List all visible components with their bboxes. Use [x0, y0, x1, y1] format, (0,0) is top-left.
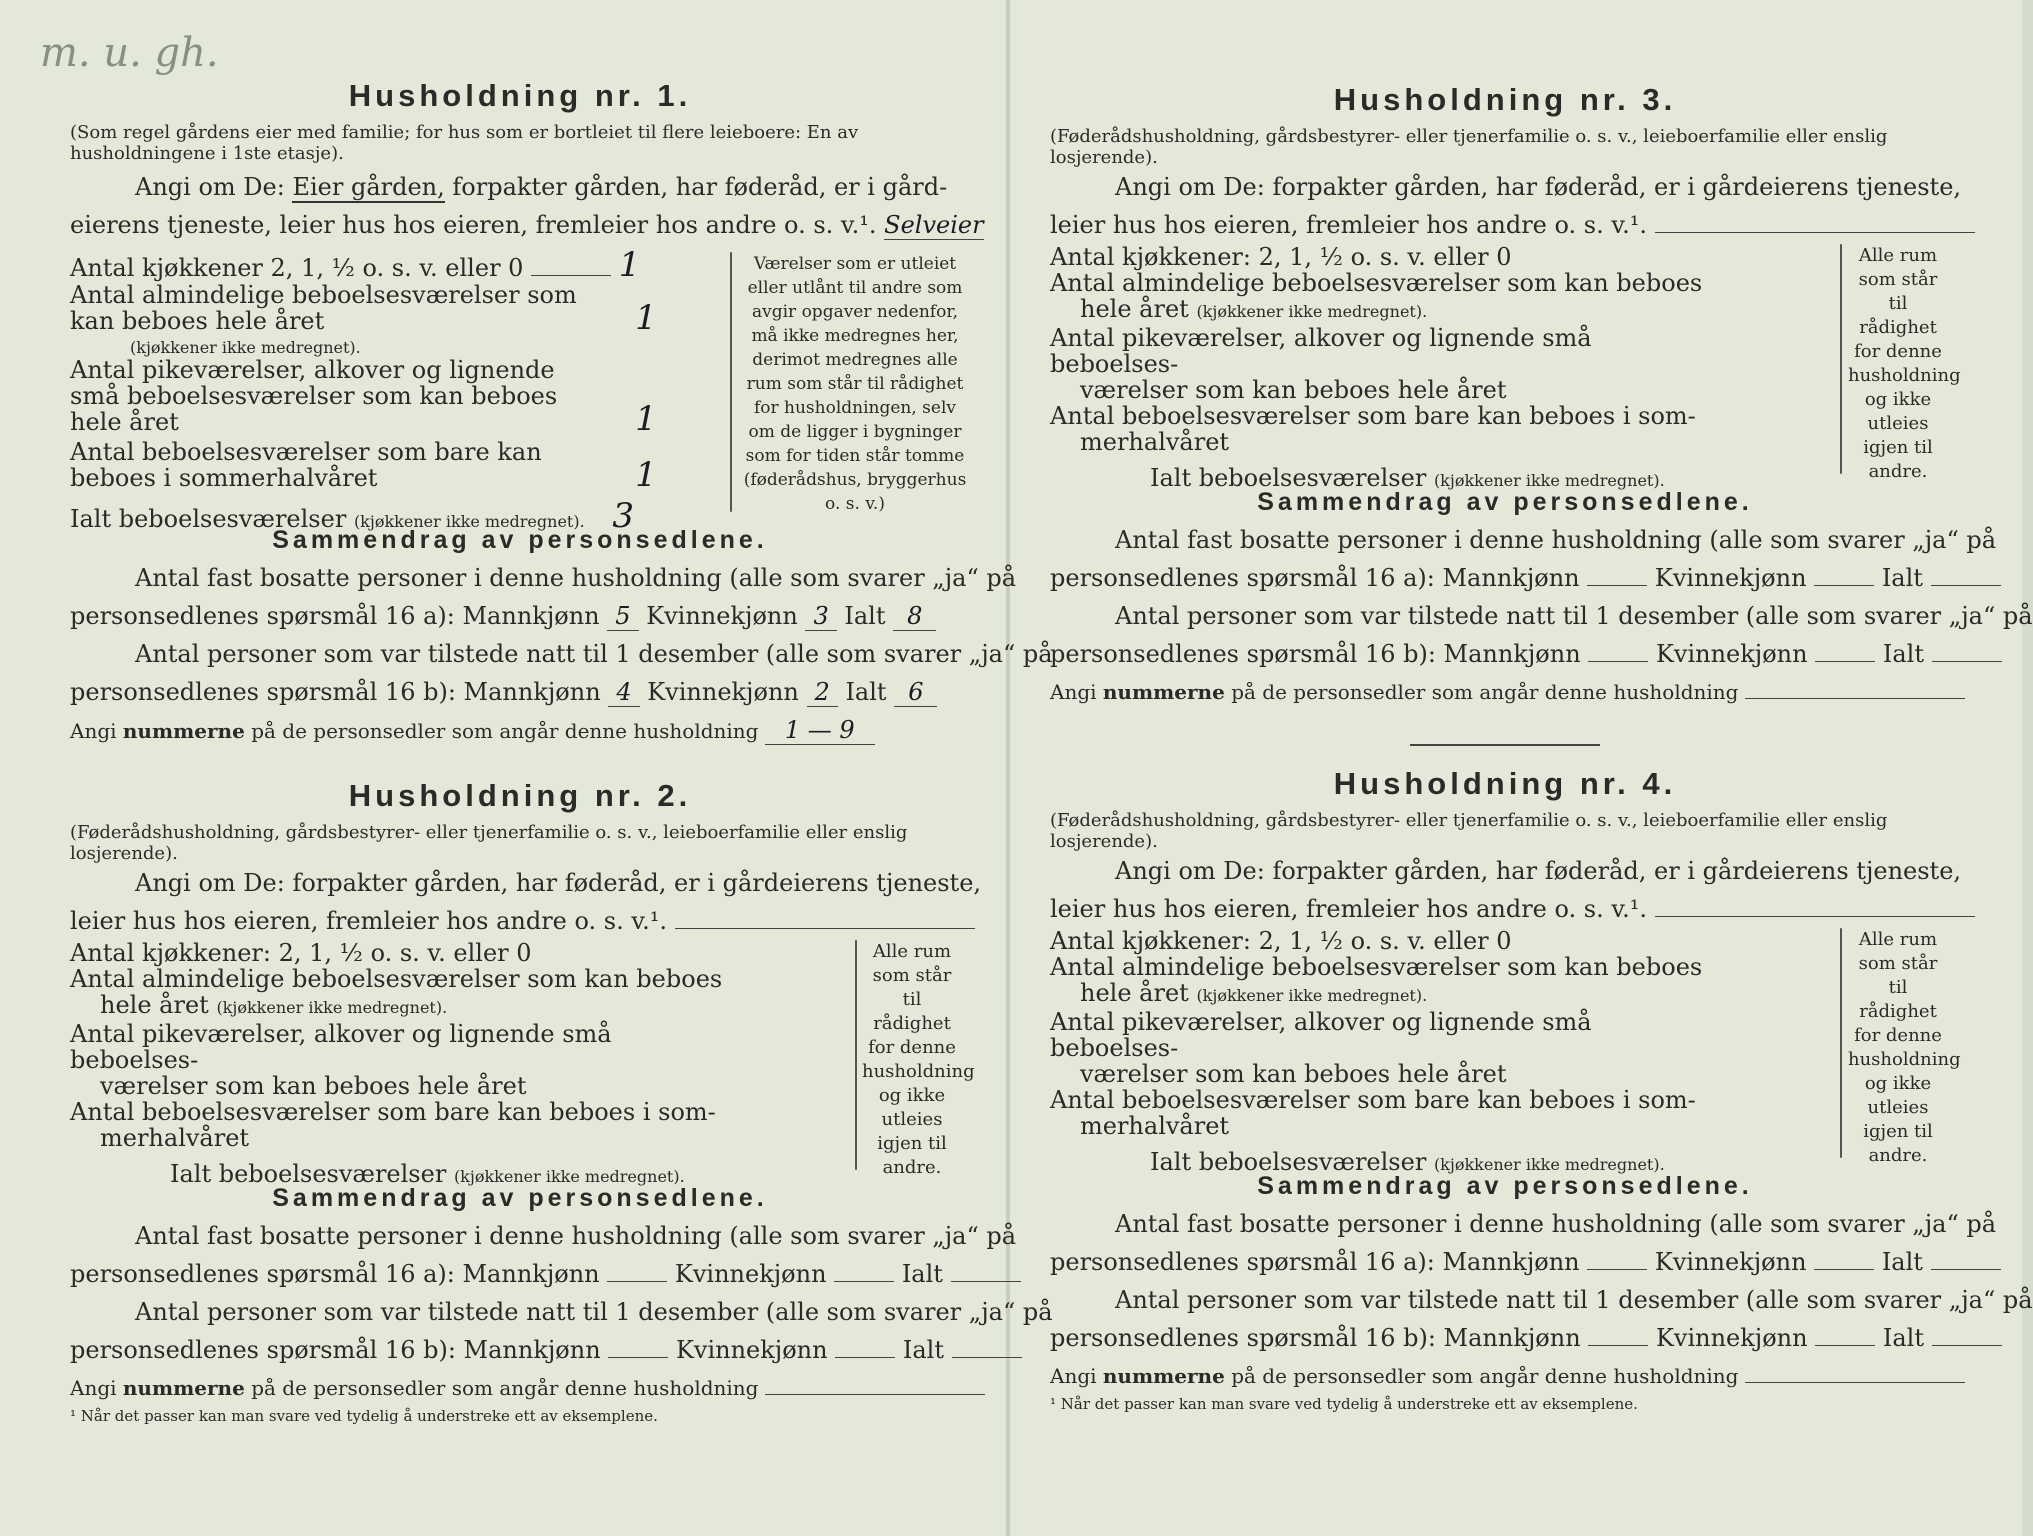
h4-angi: Angi om De: forpakter gården, har føderåd, er i gårdeierens tjeneste, — [1115, 857, 1962, 885]
h2-female: Kvinnekjønn — [674, 1260, 827, 1288]
value-present-total: 6 — [894, 678, 937, 707]
h4-summary-title: Sammendrag av personsedlene. — [1257, 1172, 1753, 1200]
h4-brace — [1840, 928, 1842, 1158]
h4-total-2: Ialt — [1882, 1324, 1924, 1352]
household-2-note: (Føderådshusholdning, gårdsbestyrer- eller tjenerfamilie o. s. v., leieboerfamilie eller enslig losjerende). — [70, 822, 908, 864]
household-2 — [70, 778, 1053, 1425]
hand-selveier: Selveier — [884, 211, 984, 239]
household-1 — [70, 78, 1053, 750]
side-note: Værelser som er utleiet eller utlånt til andre som avgir opgaver nedenfor, må ikke medregnes her, derimot medregnes alle rum som står til rådighet for husholdningen, selv om de ligger i bygninger som for tiden står tomme (føderådshus, bryggerhus o. s. v.) — [743, 254, 967, 514]
h3-numbers-a: Angi — [1050, 680, 1097, 704]
corner-annotation: m. u. gh. — [40, 30, 219, 76]
h3-total-2: Ialt — [1882, 640, 1924, 668]
summary-line-2: personsedlenes spørsmål 16 a): Mannkjønn — [70, 602, 600, 630]
angi-label: Angi om De: — [135, 173, 285, 201]
household-4-note: (Føderådshusholdning, gårdsbestyrer- eller tjenerfamilie o. s. v., leieboerfamilie eller enslig losjerende). — [1050, 810, 1888, 852]
h4-footnote: ¹ Når det passer kan man svare ved tydelig å understreke ett av eksemplene. — [1050, 1395, 1638, 1413]
h3-angi-2: leier hus hos eieren, fremleier hos andre o. s. v.¹. — [1050, 211, 1647, 239]
row-kitchens: Antal kjøkkener 2, 1, ½ o. s. v. eller 0 — [70, 254, 524, 282]
eier-underlined: Eier gården, — [292, 173, 445, 201]
label-total: Ialt — [844, 602, 886, 630]
h4-summary-4: personsedlenes spørsmål 16 b): Mannkjønn — [1050, 1324, 1581, 1352]
h3-row-total: Ialt beboelsesværelser — [1150, 464, 1427, 492]
h2-female-2: Kvinnekjønn — [675, 1336, 828, 1364]
h3-row-small: Antal pikeværelser, alkover og lignende små beboelses- — [1050, 324, 1592, 378]
value-kitchens: 1 — [618, 245, 641, 285]
value-small-rooms: 1 — [635, 399, 657, 439]
h4-row-rooms: Antal almindelige beboelsesværelser som kan beboes — [1050, 953, 1703, 981]
h3-female-2: Kvinnekjønn — [1655, 640, 1808, 668]
h3-brace — [1840, 244, 1842, 474]
h2-row-summer: Antal beboelsesværelser som bare kan beboes i som- — [70, 1098, 716, 1126]
row-rooms-sub: (kjøkkener ikke medregnet). — [130, 338, 361, 357]
h3-row-rooms-sub: (kjøkkener ikke medregnet). — [1196, 302, 1428, 321]
value-fast-total: 8 — [893, 602, 936, 631]
h4-numbers-c: på de personsedler som angår denne husholdning — [1231, 1364, 1739, 1388]
h2-row-kitchens: Antal kjøkkener: 2, 1, ½ o. s. v. eller 0 — [70, 939, 532, 967]
h2-angi: Angi om De: forpakter gården, har føderåd, er i gårdeierens tjeneste, — [135, 869, 982, 897]
h2-row-rooms: Antal almindelige beboelsesværelser som kan beboes — [70, 965, 723, 993]
numbers-label-b: nummerne — [122, 719, 245, 743]
h3-angi: Angi om De: forpakter gården, har føderåd, er i gårdeierens tjeneste, — [1115, 173, 1962, 201]
h3-summary-2: personsedlenes spørsmål 16 a): Mannkjønn — [1050, 564, 1580, 592]
h2-total: Ialt — [901, 1260, 943, 1288]
household-2-title: Husholdning nr. 2. — [348, 778, 692, 813]
h4-row-summer: Antal beboelsesværelser som bare kan beboes i som- — [1050, 1086, 1696, 1114]
h4-summary-2: personsedlenes spørsmål 16 a): Mannkjønn — [1050, 1248, 1580, 1276]
h4-row-summer-b: merhalvåret — [1080, 1112, 1230, 1140]
h2-footnote: ¹ Når det passer kan man svare ved tydelig å understreke ett av eksemplene. — [70, 1407, 658, 1425]
value-fast-male: 5 — [607, 602, 638, 631]
h3-summary-4: personsedlenes spørsmål 16 b): Mannkjønn — [1050, 640, 1581, 668]
h4-summary-3: Antal personer som var tilstede natt til 1 desember (alle som svarer „ja“ på — [1115, 1286, 2033, 1314]
household-4 — [1050, 766, 2033, 1413]
h2-summary-4: personsedlenes spørsmål 16 b): Mannkjønn — [70, 1336, 601, 1364]
label-total-2: Ialt — [845, 678, 887, 706]
h3-row-rooms-b: hele året — [1080, 295, 1189, 323]
value-fast-female: 3 — [805, 602, 836, 631]
row-rooms: Antal almindelige beboelsesværelser som kan beboes hele året — [70, 281, 577, 335]
row-summer-rooms: Antal beboelsesværelser som bare kan beboes i sommerhalvåret — [70, 438, 542, 492]
h4-numbers-a: Angi — [1050, 1364, 1097, 1388]
h3-row-summer: Antal beboelsesværelser som bare kan beboes i som- — [1050, 402, 1696, 430]
h4-female: Kvinnekjønn — [1654, 1248, 1807, 1276]
h2-row-summer-b: merhalvåret — [100, 1124, 250, 1152]
summary-line-4: personsedlenes spørsmål 16 b): Mannkjønn — [70, 678, 601, 706]
angi-text-2: eierens tjeneste, leier hus hos eieren, fremleier hos andre o. s. v.¹. — [70, 211, 877, 239]
summary-line-1: Antal fast bosatte personer i denne husholdning (alle som svarer „ja“ på — [135, 564, 1017, 592]
h3-side-note: Alle rum som står til rådighet for denne husholdning og ikke utleies igjen til andre. — [1848, 245, 1961, 482]
value-summer-rooms: 1 — [635, 455, 657, 495]
h2-row-total: Ialt beboelsesværelser — [170, 1160, 447, 1188]
h4-row-total-sub: (kjøkkener ikke medregnet). — [1433, 1155, 1665, 1174]
household-3-title: Husholdning nr. 3. — [1333, 82, 1677, 117]
h3-row-rooms: Antal almindelige beboelsesværelser som kan beboes — [1050, 269, 1703, 297]
right-page — [1050, 0, 2033, 1536]
h2-brace — [855, 940, 857, 1170]
h2-numbers-b: nummerne — [122, 1376, 245, 1400]
separator — [1410, 744, 1600, 746]
h3-summary-3: Antal personer som var tilstede natt til 1 desember (alle som svarer „ja“ på — [1115, 602, 2033, 630]
h2-summary-1: Antal fast bosatte personer i denne husholdning (alle som svarer „ja“ på — [135, 1222, 1017, 1250]
household-4-title: Husholdning nr. 4. — [1333, 766, 1677, 801]
numbers-label-a: Angi — [70, 719, 117, 743]
h2-row-total-sub: (kjøkkener ikke medregnet). — [453, 1167, 685, 1186]
h4-side-note: Alle rum som står til rådighet for denne husholdning og ikke utleies igjen til andre. — [1848, 929, 1961, 1166]
h2-row-small: Antal pikeværelser, alkover og lignende små beboelses- — [70, 1020, 612, 1074]
label-female-2: Kvinnekjønn — [647, 678, 799, 706]
summary-line-3: Antal personer som var tilstede natt til 1 desember (alle som svarer „ja“ på — [135, 640, 1053, 668]
row-small-rooms: Antal pikeværelser, alkover og lignende små beboelsesværelser som kan beboes hele året — [70, 356, 558, 436]
value-total: 3 — [612, 496, 634, 536]
h3-female: Kvinnekjønn — [1654, 564, 1807, 592]
value-numbers: 1 — 9 — [765, 716, 875, 745]
h2-row-rooms-b: hele året — [100, 991, 209, 1019]
h2-total-2: Ialt — [902, 1336, 944, 1364]
value-rooms: 1 — [635, 298, 657, 338]
h3-row-summer-b: merhalvåret — [1080, 428, 1230, 456]
household-1-title: Husholdning nr. 1. — [348, 78, 692, 113]
h4-row-small-b: værelser som kan beboes hele året — [1080, 1060, 1507, 1088]
h3-total: Ialt — [1881, 564, 1923, 592]
numbers-label-c: på de personsedler som angår denne husholdning — [251, 719, 759, 743]
label-female: Kvinnekjønn — [646, 602, 798, 630]
h4-angi-2: leier hus hos eieren, fremleier hos andre o. s. v.¹. — [1050, 895, 1647, 923]
h4-row-kitchens: Antal kjøkkener: 2, 1, ½ o. s. v. eller 0 — [1050, 927, 1512, 955]
h3-numbers-c: på de personsedler som angår denne husholdning — [1231, 680, 1739, 704]
left-page — [70, 0, 1053, 1536]
h3-summary-title: Sammendrag av personsedlene. — [1257, 488, 1753, 516]
h4-summary-1: Antal fast bosatte personer i denne husholdning (alle som svarer „ja“ på — [1115, 1210, 1997, 1238]
h4-row-rooms-sub: (kjøkkener ikke medregnet). — [1196, 986, 1428, 1005]
h2-side-note: Alle rum som står til rådighet for denne husholdning og ikke utleies igjen til andre. — [862, 941, 975, 1178]
value-present-female: 2 — [807, 678, 838, 707]
h2-summary-title: Sammendrag av personsedlene. — [272, 1184, 768, 1212]
row-total: Ialt beboelsesværelser — [70, 505, 347, 533]
h3-row-small-b: værelser som kan beboes hele året — [1080, 376, 1507, 404]
household-1-note: (Som regel gårdens eier med familie; for hus som er bortleiet til flere leieboere: En av husholdningene i 1ste etasje). — [70, 122, 859, 164]
h4-row-total: Ialt beboelsesværelser — [1150, 1148, 1427, 1176]
h4-female-2: Kvinnekjønn — [1655, 1324, 1808, 1352]
h2-summary-3: Antal personer som var tilstede natt til 1 desember (alle som svarer „ja“ på — [135, 1298, 1053, 1326]
h3-row-kitchens: Antal kjøkkener: 2, 1, ½ o. s. v. eller 0 — [1050, 243, 1512, 271]
h2-summary-2: personsedlenes spørsmål 16 a): Mannkjønn — [70, 1260, 600, 1288]
summary-title: Sammendrag av personsedlene. — [272, 526, 768, 554]
value-present-male: 4 — [608, 678, 639, 707]
h3-row-total-sub: (kjøkkener ikke medregnet). — [1433, 471, 1665, 490]
h4-total: Ialt — [1881, 1248, 1923, 1276]
h4-row-rooms-b: hele året — [1080, 979, 1189, 1007]
angi-text: forpakter gården, har føderåd, er i gård- — [452, 173, 948, 201]
h2-row-rooms-sub: (kjøkkener ikke medregnet). — [216, 998, 448, 1017]
h2-angi-2: leier hus hos eieren, fremleier hos andre o. s. v.¹. — [70, 907, 667, 935]
household-3 — [1050, 82, 2033, 711]
h3-summary-1: Antal fast bosatte personer i denne husholdning (alle som svarer „ja“ på — [1115, 526, 1997, 554]
household-3-note: (Føderådshusholdning, gårdsbestyrer- eller tjenerfamilie o. s. v., leieboerfamilie eller enslig losjerende). — [1050, 126, 1888, 168]
h4-row-small: Antal pikeværelser, alkover og lignende små beboelses- — [1050, 1008, 1592, 1062]
h3-numbers-b: nummerne — [1102, 680, 1225, 704]
h2-numbers-c: på de personsedler som angår denne husholdning — [251, 1376, 759, 1400]
h2-row-small-b: værelser som kan beboes hele året — [100, 1072, 527, 1100]
row-total-sub: (kjøkkener ikke medregnet). — [353, 512, 585, 531]
h4-numbers-b: nummerne — [1102, 1364, 1225, 1388]
brace — [730, 252, 732, 512]
h2-numbers-a: Angi — [70, 1376, 117, 1400]
